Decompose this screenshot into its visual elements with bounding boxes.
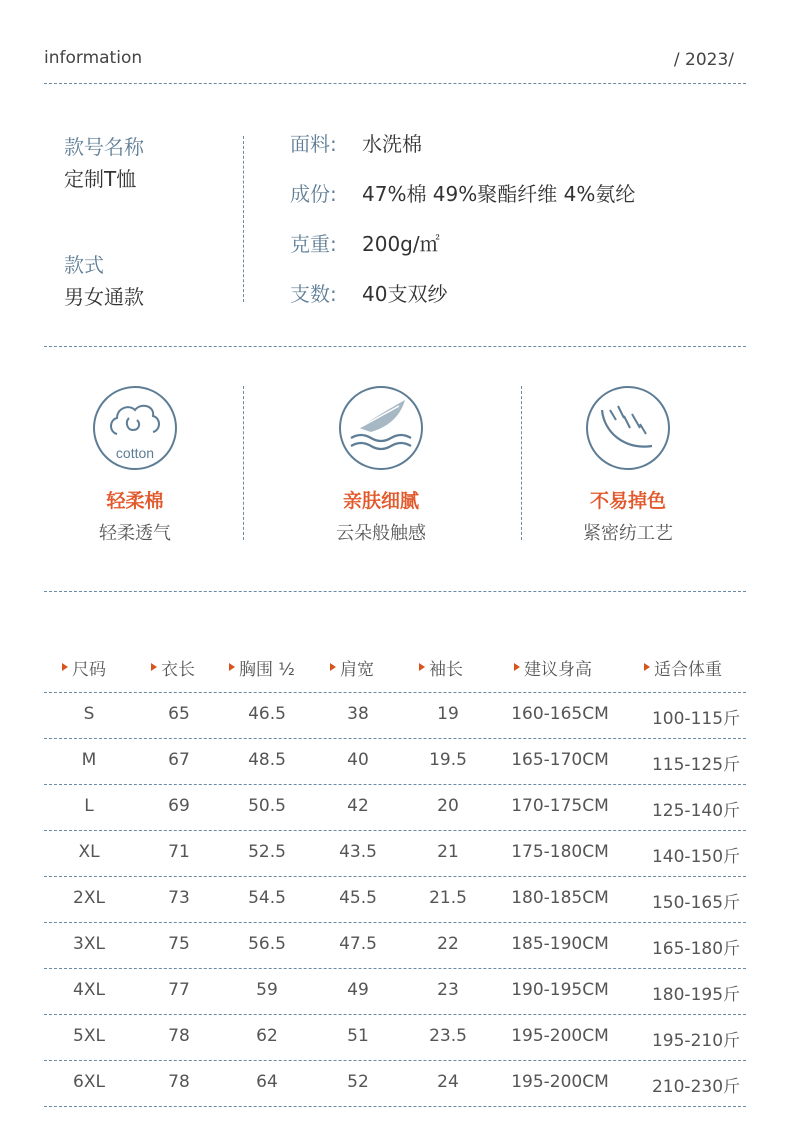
divider	[44, 876, 746, 877]
divider	[44, 1106, 746, 1107]
table-cell: 19	[437, 704, 459, 724]
marker-icon	[151, 663, 157, 671]
table-cell: 49	[347, 980, 369, 1000]
table-cell: 78	[168, 1026, 190, 1046]
marker-icon	[514, 663, 520, 671]
table-header-shoulder: 肩宽	[330, 656, 374, 678]
table-header-height: 建议身高	[514, 656, 592, 678]
marker-icon	[229, 663, 235, 671]
cotton-icon	[93, 386, 177, 470]
table-header-size: 尺码	[62, 656, 106, 678]
table-cell: 23	[437, 980, 459, 1000]
table-cell: 65	[168, 704, 190, 724]
table-cell: 4XL	[73, 980, 105, 1000]
table-cell: 125-140斤	[651, 801, 741, 821]
table-cell: 67	[168, 750, 190, 770]
feature-feather	[286, 386, 476, 545]
spec-value: 40支双纱	[362, 281, 448, 306]
table-cell: 140-150斤	[651, 847, 741, 867]
table-cell: 170-175CM	[511, 796, 609, 816]
spec-key: 支数:	[290, 281, 337, 306]
table-cell: 78	[168, 1072, 190, 1092]
table-cell: 195-200CM	[511, 1072, 609, 1092]
table-cell: 22	[437, 934, 459, 954]
divider	[44, 968, 746, 969]
table-cell: 73	[168, 888, 190, 908]
feature-subtitle: 轻柔透气	[99, 523, 171, 544]
table-cell: 40	[347, 750, 369, 770]
divider	[44, 83, 746, 84]
divider	[44, 922, 746, 923]
table-cell: 20	[437, 796, 459, 816]
table-cell: 150-165斤	[651, 893, 741, 913]
table-cell: 59	[256, 980, 278, 1000]
spec-key: 克重:	[290, 231, 337, 256]
feature-cotton	[40, 386, 230, 545]
spec-value: 47%棉 49%聚酯纤维 4%氨纶	[362, 181, 636, 206]
table-cell: 160-165CM	[511, 704, 609, 724]
table-cell: 24	[437, 1072, 459, 1092]
table-cell: 21.5	[429, 888, 467, 908]
table-cell: 52.5	[248, 842, 286, 862]
divider	[44, 591, 746, 592]
table-cell: 19.5	[429, 750, 467, 770]
table-cell: 50.5	[248, 796, 286, 816]
table-cell: 46.5	[248, 704, 286, 724]
feature-title: 不易掉色	[589, 490, 666, 512]
spec-value: 水洗棉	[362, 131, 422, 156]
feature-title: 亲肤细腻	[342, 490, 419, 512]
table-cell: 195-200CM	[511, 1026, 609, 1046]
table-cell: 185-190CM	[511, 934, 609, 954]
cotton-icon-text: cotton	[115, 445, 155, 461]
divider	[44, 830, 746, 831]
name-label: 款号名称	[64, 135, 144, 159]
table-header-sleeve: 袖长	[419, 656, 463, 678]
table-cell: 71	[168, 842, 190, 862]
table-cell: 48.5	[248, 750, 286, 770]
table-cell: 38	[347, 704, 369, 724]
style-value: 男女通款	[64, 285, 144, 309]
style-label: 款式	[64, 253, 104, 277]
divider	[44, 346, 746, 347]
spec-row	[290, 277, 447, 307]
spec-row	[290, 127, 422, 157]
table-cell: L	[84, 796, 94, 816]
table-cell: M	[81, 750, 97, 770]
spec-value: 200g/㎡	[362, 231, 440, 256]
marker-icon	[419, 663, 425, 671]
table-header-weight: 适合体重	[644, 656, 722, 678]
table-cell: 64	[256, 1072, 278, 1092]
table-cell: 165-170CM	[511, 750, 609, 770]
divider	[521, 386, 522, 540]
table-cell: 77	[168, 980, 190, 1000]
table-cell: 6XL	[73, 1072, 105, 1092]
spec-row	[290, 177, 635, 207]
table-cell: 2XL	[73, 888, 105, 908]
spec-key: 面料:	[290, 131, 337, 156]
divider	[44, 738, 746, 739]
table-cell: 115-125斤	[651, 755, 741, 775]
table-cell: 75	[168, 934, 190, 954]
table-cell: XL	[78, 842, 100, 862]
table-cell: 190-195CM	[511, 980, 609, 1000]
table-cell: 62	[256, 1026, 278, 1046]
divider	[243, 386, 244, 540]
divider	[44, 784, 746, 785]
table-cell: 5XL	[73, 1026, 105, 1046]
table-cell: 165-180斤	[651, 939, 741, 959]
divider	[243, 136, 244, 302]
name-value: 定制T恤	[64, 167, 137, 191]
table-cell: 23.5	[429, 1026, 467, 1046]
table-cell: 52	[347, 1072, 369, 1092]
table-cell: 180-195斤	[651, 985, 741, 1005]
table-cell: 210-230斤	[651, 1077, 741, 1097]
feature-fabric	[533, 386, 723, 545]
table-header-chest: 胸围 ½	[229, 656, 295, 678]
divider	[44, 1014, 746, 1015]
header-label: information	[44, 48, 143, 68]
table-cell: 100-115斤	[651, 709, 741, 729]
divider	[44, 692, 746, 693]
table-cell: S	[83, 704, 95, 724]
table-cell: 3XL	[73, 934, 105, 954]
fabric-icon	[586, 386, 670, 470]
table-header-length: 衣长	[151, 656, 195, 678]
table-cell: 47.5	[339, 934, 377, 954]
spec-key: 成份:	[290, 181, 337, 206]
table-cell: 43.5	[339, 842, 377, 862]
table-cell: 69	[168, 796, 190, 816]
marker-icon	[644, 663, 650, 671]
header-year: / 2023/	[673, 50, 734, 70]
table-cell: 175-180CM	[511, 842, 609, 862]
table-cell: 56.5	[248, 934, 286, 954]
divider	[44, 1060, 746, 1061]
table-cell: 54.5	[248, 888, 286, 908]
table-cell: 51	[347, 1026, 369, 1046]
feather-icon	[339, 386, 423, 470]
feature-subtitle: 紧密纺工艺	[583, 523, 673, 544]
feature-subtitle: 云朵般触感	[336, 523, 426, 544]
table-cell: 45.5	[339, 888, 377, 908]
spec-row	[290, 227, 440, 257]
marker-icon	[62, 663, 68, 671]
table-cell: 180-185CM	[511, 888, 609, 908]
feature-title: 轻柔棉	[106, 490, 164, 512]
table-cell: 195-210斤	[651, 1031, 741, 1051]
table-cell: 21	[437, 842, 459, 862]
table-cell: 42	[347, 796, 369, 816]
marker-icon	[330, 663, 336, 671]
